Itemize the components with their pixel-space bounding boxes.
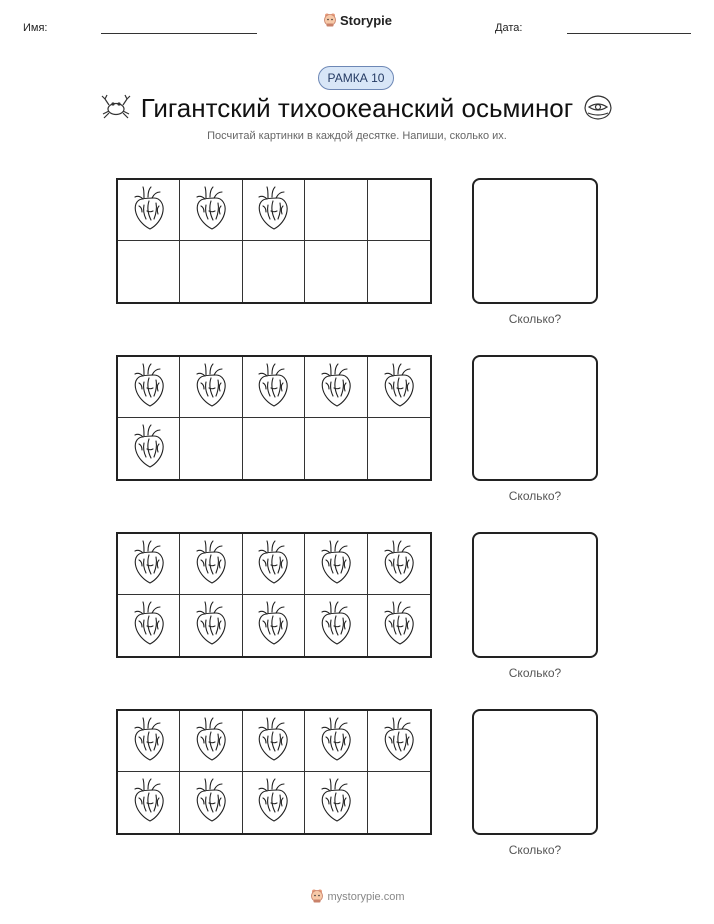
anatomical-heart-icon: [382, 540, 416, 589]
ten-frame-cell: [368, 711, 430, 772]
ten-frame-cell: [305, 534, 367, 595]
anatomical-heart-icon: [256, 778, 290, 827]
date-line[interactable]: [567, 33, 691, 34]
anatomical-heart-icon: [132, 778, 166, 827]
ten-frame-cell: [243, 418, 305, 479]
anatomical-heart-icon: [194, 717, 228, 766]
anatomical-heart-icon: [132, 363, 166, 412]
ten-frame-cell: [243, 711, 305, 772]
ten-frame-cell: [368, 241, 430, 302]
name-label: Имя:: [23, 22, 48, 34]
anatomical-heart-icon: [194, 778, 228, 827]
answer-box[interactable]: [472, 178, 598, 304]
ten-frame-cell: [180, 180, 242, 241]
oyster-shell-icon: [582, 92, 614, 127]
name-line[interactable]: [101, 33, 257, 34]
ten-frame-cell: [243, 534, 305, 595]
ten-frame-cell: [180, 595, 242, 656]
anatomical-heart-icon: [319, 363, 353, 412]
ten-frame-cell: [180, 241, 242, 302]
answer-box[interactable]: [472, 355, 598, 481]
anatomical-heart-icon: [132, 717, 166, 766]
ten-frame-cell: [368, 595, 430, 656]
ten-frame-cell: [243, 772, 305, 833]
ten-frame-cell: [305, 711, 367, 772]
brand-name: Storypie: [339, 13, 392, 28]
how-many-label: Сколько?: [508, 843, 562, 857]
anatomical-heart-icon: [132, 601, 166, 650]
footer-url: mystorypie.com: [327, 891, 405, 903]
ten-frame-cell: [180, 711, 242, 772]
anatomical-heart-icon: [132, 540, 166, 589]
ten-frame-cell: [118, 534, 180, 595]
ten-frame-cell: [305, 241, 367, 302]
brand-logo: [0, 12, 714, 31]
ten-frame-cell: [118, 357, 180, 418]
anatomical-heart-icon: [319, 540, 353, 589]
ten-frame-cell: [305, 772, 367, 833]
ten-frame-cell: [243, 357, 305, 418]
anatomical-heart-icon: [194, 601, 228, 650]
anatomical-heart-icon: [194, 186, 228, 235]
ten-frame-cell: [180, 534, 242, 595]
anatomical-heart-icon: [319, 601, 353, 650]
ten-frame-cell: [118, 180, 180, 241]
anatomical-heart-icon: [194, 363, 228, 412]
storypie-logo-icon: [322, 12, 338, 31]
frame-badge: РАМКА 10: [318, 66, 394, 90]
date-label: Дата:: [495, 22, 523, 34]
ten-frame-cell: [243, 241, 305, 302]
ten-frame-cell: [368, 772, 430, 833]
ten-frame-cell: [305, 180, 367, 241]
page-title: Гигантский тихоокеанский осьминог: [140, 93, 574, 123]
anatomical-heart-icon: [256, 717, 290, 766]
instructions: Посчитай картинки в каждой десятке. Напиши, сколько их.: [207, 130, 507, 142]
ten-frame: [116, 355, 432, 481]
anatomical-heart-icon: [132, 186, 166, 235]
anatomical-heart-icon: [382, 717, 416, 766]
ten-frame-cell: [305, 595, 367, 656]
ten-frame-cell: [243, 595, 305, 656]
anatomical-heart-icon: [382, 601, 416, 650]
anatomical-heart-icon: [132, 424, 166, 473]
ten-frame: [116, 178, 432, 304]
how-many-label: Сколько?: [508, 666, 562, 680]
ten-frame: [116, 532, 432, 658]
ten-frame-cell: [368, 418, 430, 479]
anatomical-heart-icon: [256, 540, 290, 589]
how-many-label: Сколько?: [508, 489, 562, 503]
answer-box[interactable]: [472, 709, 598, 835]
ten-frame-cell: [368, 534, 430, 595]
ten-frame-cell: [305, 418, 367, 479]
ten-frame-cell: [368, 357, 430, 418]
anatomical-heart-icon: [194, 540, 228, 589]
anatomical-heart-icon: [256, 363, 290, 412]
ten-frame-cell: [118, 418, 180, 479]
ten-frame-cell: [180, 772, 242, 833]
anatomical-heart-icon: [256, 601, 290, 650]
anatomical-heart-icon: [256, 186, 290, 235]
ten-frame-cell: [180, 357, 242, 418]
ten-frame: [116, 709, 432, 835]
anatomical-heart-icon: [319, 778, 353, 827]
ten-frame-cell: [118, 711, 180, 772]
ten-frame-cell: [305, 357, 367, 418]
ten-frame-cell: [243, 180, 305, 241]
footer: [0, 888, 714, 907]
ten-frame-cell: [118, 772, 180, 833]
ten-frame-cell: [118, 241, 180, 302]
ten-frame-cell: [368, 180, 430, 241]
anatomical-heart-icon: [319, 717, 353, 766]
anatomical-heart-icon: [382, 363, 416, 412]
answer-box[interactable]: [472, 532, 598, 658]
how-many-label: Сколько?: [508, 312, 562, 326]
ten-frame-cell: [118, 595, 180, 656]
storypie-logo-icon: [309, 888, 325, 907]
ten-frame-cell: [180, 418, 242, 479]
